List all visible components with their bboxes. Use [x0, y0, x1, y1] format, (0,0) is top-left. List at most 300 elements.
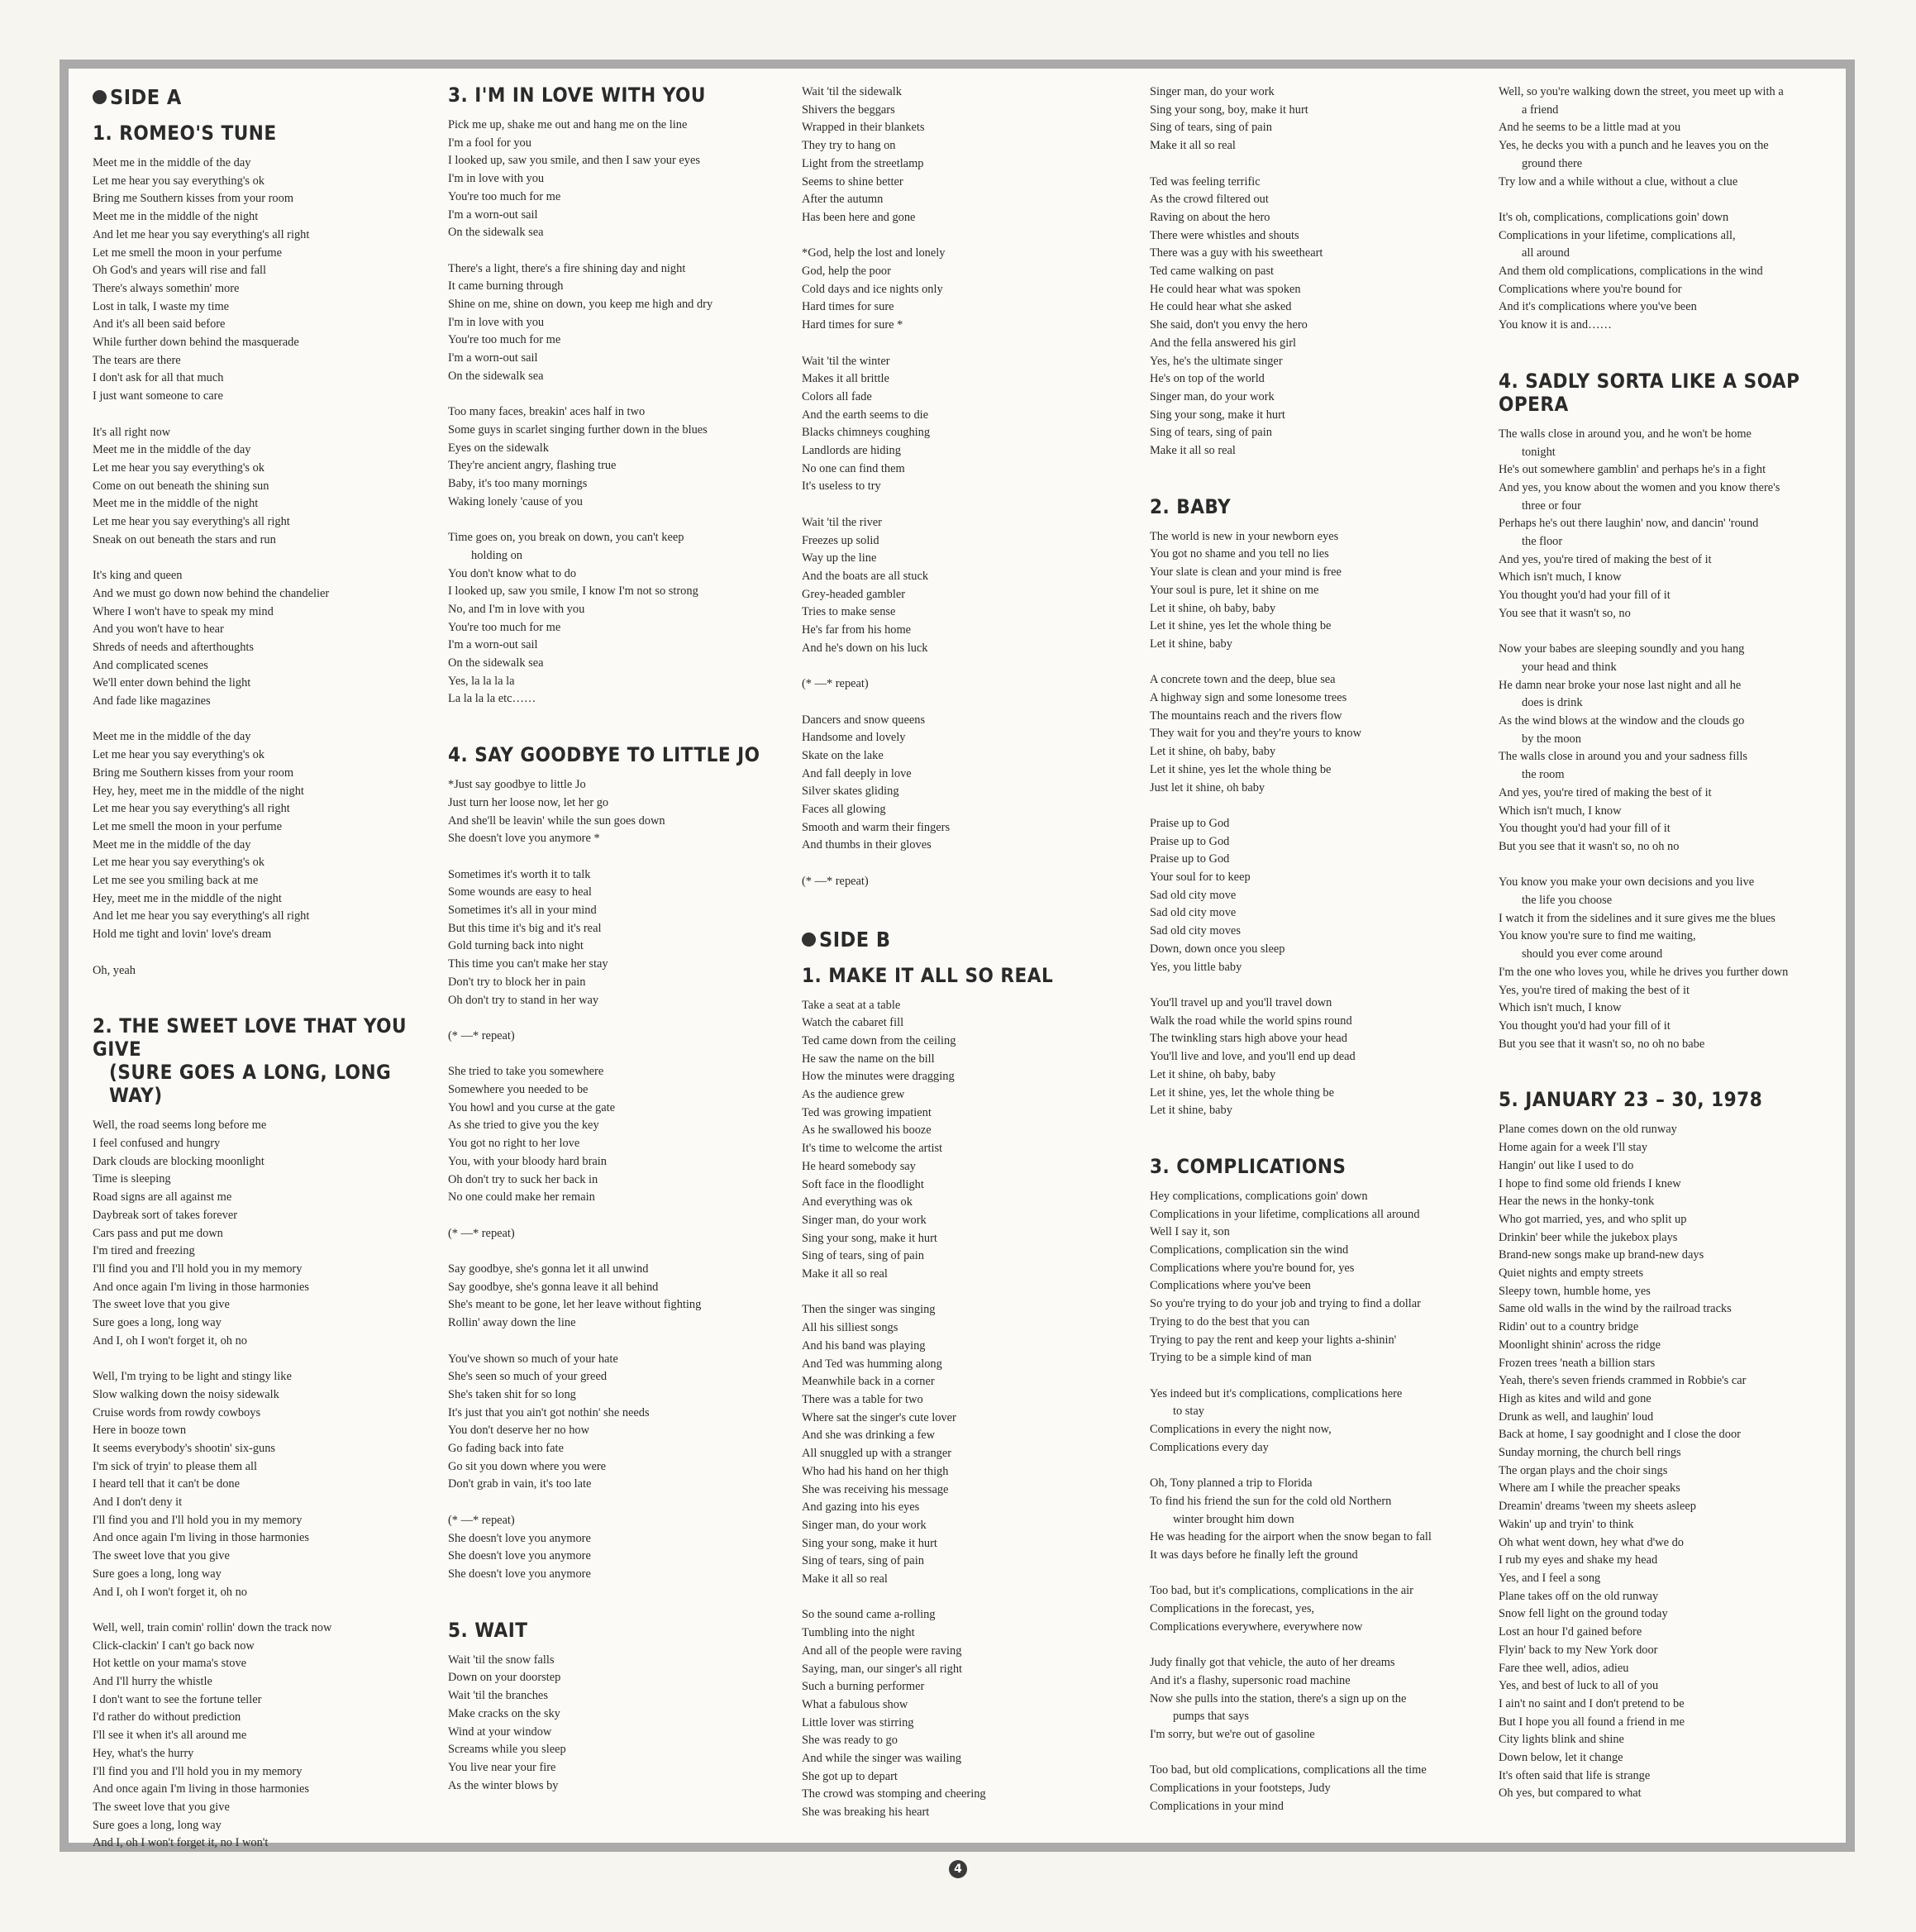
lyric-line: Yes, he decks you with a punch and he leaves you on the [1499, 139, 1769, 153]
lyric-line: Well I say it, son [1150, 1225, 1230, 1239]
lyric-line: all around [1522, 246, 1570, 260]
lyric-line: And she was drinking a few [802, 1429, 936, 1443]
lyric-line: Now your babes are sleeping soundly and you hang [1499, 642, 1745, 656]
lyric-line: Sometimes it's worth it to talk [448, 867, 591, 881]
stanza [448, 776, 770, 848]
lyric-line: Just let it shine, oh baby [1150, 780, 1265, 794]
lyric-line: Sing of tears, sing of pain [802, 1554, 924, 1568]
lyric-line: It's often said that life is strange [1499, 1768, 1651, 1782]
lyric-line: Sleepy town, humble home, yes [1499, 1284, 1651, 1298]
lyric-line: Your soul is pure, let it shine on me [1150, 583, 1319, 597]
lyric-line: Grey-headed gambler [802, 587, 906, 601]
song-title [1150, 1155, 1472, 1178]
lyric-line: Go sit you down where you were [448, 1459, 607, 1473]
song [1499, 83, 1846, 335]
lyric-line: La la la la etc…… [448, 692, 536, 706]
lyric-line: Back at home, I say goodnight and I close the door [1499, 1428, 1741, 1442]
lyric-line: It's time to welcome the artist [802, 1142, 943, 1156]
lyric-line: You'll live and love, and you'll end up dead [1150, 1050, 1356, 1064]
stanza [802, 1301, 1124, 1588]
lyric-line: Complications where you're bound for [1499, 282, 1682, 296]
lyric-line: Faces all glowing [802, 803, 886, 817]
lyric-line: a friend [1522, 103, 1559, 117]
lyric-line: Meet me in the middle of the day [93, 443, 251, 457]
lyric-line: Pick me up, shake me out and hang me on the line [448, 118, 688, 131]
lyric-line: I'm in love with you [448, 315, 545, 329]
lyric-line: Which isn't much, I know [1499, 1001, 1622, 1015]
lyric-line: Brand-new songs make up brand-new days [1499, 1248, 1704, 1262]
lyric-line: Judy finally got that vehicle, the auto of her dreams [1150, 1656, 1395, 1670]
lyric-line: tonight [1522, 445, 1556, 459]
song-title-text: 4. SADLY SORTA LIKE A SOAP OPERA [1499, 369, 1800, 416]
lyric-line: Sing of tears, sing of pain [802, 1249, 924, 1263]
lyric-line: Which isn't much, I know [1499, 804, 1622, 818]
lyric-line: There's a light, there's a fire shining day and night [448, 261, 686, 275]
lyric-line: Meet me in the middle of the night [93, 497, 259, 511]
lyric-line: As he swallowed his booze [802, 1123, 932, 1138]
lyric-line: (* —* repeat) [802, 677, 869, 691]
lyric-line: by the moon [1522, 732, 1581, 746]
lyric-line: But you see that it wasn't so, no oh no [1499, 839, 1680, 853]
lyric-line: She doesn't love you anymore [448, 1567, 591, 1581]
lyric-line: Let me see you smiling back at me [93, 874, 259, 888]
lyric-line: Tumbling into the night [802, 1626, 915, 1640]
lyric-line: Tries to make sense [802, 605, 896, 619]
lyric-line: Let it shine, baby [1150, 1104, 1232, 1118]
lyric-line: You got no right to her love [448, 1137, 580, 1151]
lyric-line: should you ever come around [1522, 947, 1663, 961]
lyric-line: Saying, man, our singer's all right [802, 1662, 963, 1676]
lyric-line: Well, I'm trying to be light and stingy like [93, 1370, 292, 1384]
lyric-line: And yes, you know about the women and you know there's [1499, 480, 1780, 494]
stanza [802, 83, 1124, 227]
lyric-line: Let it shine, yes let the whole thing be [1150, 619, 1332, 633]
lyric-line: Let me hear you say everything's ok [93, 748, 265, 762]
lyric-line: What a fabulous show [802, 1697, 908, 1711]
stanza [448, 1351, 770, 1495]
lyric-line: Gold turning back into night [448, 939, 584, 953]
lyric-line: You see that it wasn't so, no [1499, 606, 1631, 620]
lyric-line: (* —* repeat) [448, 1226, 515, 1240]
lyric-line: This time you can't make her stay [448, 957, 608, 971]
stanza [802, 712, 1124, 856]
lyric-line: Meet me in the middle of the day [93, 156, 251, 169]
lyric-line: Lost an hour I'd gained before [1499, 1625, 1642, 1639]
lyric-line: High as kites and wild and gone [1499, 1391, 1651, 1405]
lyric-line: Go fading back into fate [448, 1442, 564, 1456]
bullet-dot-icon [802, 933, 816, 947]
lyric-line: Sing of tears, sing of pain [1150, 426, 1272, 440]
lyric-line: holding on [471, 548, 522, 562]
lyrics-sheet [60, 60, 1855, 1852]
lyric-line: While further down behind the masquerade [93, 336, 299, 350]
lyric-line: I'll find you and I'll hold you in my memory [93, 1764, 303, 1778]
lyric-line: your head and think [1522, 660, 1617, 674]
side-label: SIDE A [110, 85, 182, 109]
lyric-line: Trying to do the best that you can [1150, 1314, 1310, 1329]
lyric-line: Let it shine, oh baby, baby [1150, 1067, 1276, 1081]
lyric-line: The world is new in your newborn eyes [1150, 529, 1339, 543]
lyric-line: And them old complications, complications in the wind [1499, 265, 1763, 279]
lyric-line: Down on your doorstep [448, 1671, 561, 1685]
lyric-line: Raving on about the hero [1150, 210, 1270, 224]
lyric-line: And it's complications where you've been [1499, 300, 1697, 314]
lyric-line: Ted came walking on past [1150, 265, 1275, 279]
lyric-line: You've shown so much of your hate [448, 1352, 618, 1366]
lyric-line: Singer man, do your work [802, 1213, 927, 1227]
lyric-line: You're too much for me [448, 333, 561, 347]
lyric-line: Let me hear you say everything's all right [93, 515, 290, 529]
lyric-line: She said, don't you envy the hero [1150, 318, 1308, 332]
song-title-text: 2. BABY [1150, 494, 1232, 518]
lyric-line: The walls close in around you and your sadness fills [1499, 750, 1747, 764]
lyric-line: They wait for you and they're yours to know [1150, 727, 1361, 741]
song [802, 83, 1124, 891]
lyric-line: I'll find you and I'll hold you in my memory [93, 1513, 303, 1527]
lyric-line: Let me hear you say everything's ok [93, 460, 265, 475]
stanza [448, 1512, 770, 1584]
lyric-line: Don't grab in vain, it's too late [448, 1477, 592, 1491]
lyric-line: Seems to shine better [802, 174, 903, 188]
lyric-line: Then the singer was singing [802, 1303, 936, 1317]
lyric-line: Watch the cabaret fill [802, 1016, 904, 1030]
lyric-line: Ted was growing impatient [802, 1105, 932, 1119]
song [1150, 495, 1472, 1120]
lyric-line: And it's a flashy, supersonic road machine [1150, 1673, 1351, 1687]
lyric-line: I hope to find some old friends I knew [1499, 1176, 1681, 1190]
lyric-line: Handsome and lovely [802, 731, 906, 745]
song [1499, 370, 1846, 1054]
lyric-line: And you won't have to hear [93, 623, 224, 637]
song-title [448, 743, 770, 766]
lyric-line: Trying to be a simple kind of man [1150, 1351, 1312, 1365]
lyric-line: And she'll be leavin' while the sun goes down [448, 813, 665, 828]
lyric-line: I'm the one who loves you, while he drives you further down [1499, 965, 1789, 979]
lyric-line: Say goodbye, she's gonna leave it all behind [448, 1280, 659, 1294]
lyric-line: And yes, you're tired of making the best of it [1499, 552, 1712, 566]
lyric-line: Complications, complication sin the wind [1150, 1243, 1349, 1257]
lyric-line: the life you choose [1522, 894, 1613, 908]
lyric-line: Cruise words from rowdy cowboys [93, 1405, 261, 1419]
lyric-line: Well, well, train comin' rollin' down the track now [93, 1620, 332, 1634]
lyric-line: Wait 'til the snow falls [448, 1653, 555, 1667]
lyric-line: Singer man, do your work [1150, 389, 1275, 403]
column-5 [1499, 83, 1846, 1838]
lyric-line: There was a table for two [802, 1393, 923, 1406]
lyric-line: Wakin' up and tryin' to think [1499, 1517, 1634, 1531]
lyric-line: I'm a fool for you [448, 136, 531, 150]
column-2 [448, 83, 770, 1829]
lyric-line: Hey complications, complications goin' down [1150, 1189, 1368, 1203]
lyric-line: And thumbs in their gloves [802, 838, 932, 852]
lyric-line: Make it all so real [802, 1572, 888, 1586]
lyric-line: Time goes on, you break on down, you can't keep [448, 531, 684, 545]
lyric-line: You'll travel up and you'll travel down [1150, 995, 1332, 1009]
lyric-line: Home again for a week I'll stay [1499, 1141, 1648, 1155]
lyric-line: Screams while you sleep [448, 1743, 566, 1757]
lyric-line: Light from the streetlamp [802, 156, 924, 170]
lyric-line: You don't deserve her no how [448, 1424, 590, 1438]
lyric-line: the room [1522, 768, 1565, 782]
song [448, 83, 770, 708]
lyric-line: And I'll hurry the whistle [93, 1675, 212, 1689]
song [93, 1014, 415, 1853]
lyric-line: Down below, let it change [1499, 1751, 1623, 1765]
lyric-line: It's just that you ain't got nothin' she needs [448, 1405, 650, 1419]
lyric-line: She doesn't love you anymore [448, 1549, 591, 1563]
lyric-line: And yes, you're tired of making the best of it [1499, 785, 1712, 799]
lyric-line: Sure goes a long, long way [93, 1818, 222, 1832]
lyric-line: Praise up to God [1150, 834, 1230, 848]
lyric-line: Sad old city move [1150, 906, 1237, 920]
song [1499, 1088, 1846, 1803]
lyric-line: It's king and queen [93, 569, 183, 583]
lyric-line: I'm tired and freezing [93, 1244, 195, 1258]
lyric-line: She was breaking his heart [802, 1806, 930, 1820]
lyric-line: You're too much for me [448, 620, 561, 634]
song-title-text: 5. WAIT [448, 1618, 528, 1642]
lyric-line: Singer man, do your work [802, 1518, 927, 1532]
lyric-line: So you're trying to do your job and trying to find a dollar [1150, 1297, 1421, 1311]
lyric-line: Meanwhile back in a corner [802, 1375, 935, 1389]
lyric-line: And his band was playing [802, 1338, 926, 1352]
lyric-line: Here in booze town [93, 1424, 187, 1438]
lyric-line: And the fella answered his girl [1150, 336, 1297, 350]
lyric-line: Hey, meet me in the middle of the night [93, 891, 282, 905]
stanza [93, 1117, 415, 1350]
lyric-line: Hey, what's the hurry [93, 1746, 194, 1760]
lyric-line: Now she pulls into the station, there's a sign up on the [1150, 1691, 1407, 1705]
lyric-line: It's oh, complications, complications goin' down [1499, 210, 1729, 224]
lyric-line: Let me hear you say everything's ok [93, 174, 265, 188]
lyric-line: I feel confused and hungry [93, 1136, 221, 1150]
column-4 [1150, 83, 1472, 1850]
lyric-line: She got up to depart [802, 1769, 898, 1783]
lyric-line: And he's down on his luck [802, 641, 928, 655]
stanza [802, 997, 1124, 1284]
lyric-line: Bring me Southern kisses from your room [93, 766, 294, 780]
lyric-line: Make it all so real [1150, 139, 1236, 153]
lyric-line: Let it shine, yes let the whole thing be [1150, 762, 1332, 776]
lyric-line: Make it all so real [1150, 444, 1236, 458]
stanza [1499, 209, 1846, 335]
lyric-line: I just want someone to care [93, 389, 223, 403]
lyric-line: Complications in the forecast, yes, [1150, 1602, 1315, 1616]
stanza [1499, 426, 1846, 623]
lyric-line: Sometimes it's all in your mind [448, 904, 597, 918]
lyric-line: Hot kettle on your mama's stove [93, 1657, 247, 1671]
lyric-line: As she tried to give you the key [448, 1119, 599, 1133]
lyric-line: I'll find you and I'll hold you in my memory [93, 1262, 303, 1276]
lyric-line: How the minutes were dragging [802, 1070, 955, 1084]
lyric-line: Wait 'til the sidewalk [802, 85, 902, 98]
lyric-line: Yes, you're tired of making the best of it [1499, 983, 1690, 997]
lyric-line: pumps that says [1173, 1710, 1249, 1724]
lyric-line: You know it is and…… [1499, 318, 1612, 332]
lyric-line: Oh, yeah [93, 963, 136, 977]
lyric-line: You, with your bloody hard brain [448, 1154, 608, 1168]
lyric-line: The sweet love that you give [93, 1800, 230, 1814]
lyric-line: Wait 'til the winter [802, 354, 890, 368]
lyric-line: Trying to pay the rent and keep your lights a-shinin' [1150, 1333, 1397, 1347]
lyric-line: Ridin' out to a country bridge [1499, 1320, 1639, 1334]
lyric-line: Same old walls in the wind by the railroad tracks [1499, 1302, 1732, 1316]
lyric-line: But you see that it wasn't so, no oh no babe [1499, 1037, 1705, 1051]
lyric-line: Sure goes a long, long way [93, 1567, 222, 1581]
lyric-line: He's out somewhere gamblin' and perhaps he's in a fight [1499, 463, 1766, 477]
lyric-line: You got no shame and you tell no lies [1150, 547, 1329, 561]
column-3 [802, 83, 1124, 1857]
lyric-line: The sweet love that you give [93, 1549, 230, 1563]
stanza [1150, 1475, 1472, 1565]
lyric-line: I'm sorry, but we're out of gasoline [1150, 1727, 1315, 1741]
stanza [93, 1620, 415, 1853]
lyric-line: Sunday morning, the church bell rings [1499, 1446, 1681, 1460]
lyric-line: Let it shine, yes, let the whole thing be [1150, 1085, 1335, 1100]
stanza [1150, 83, 1472, 155]
lyric-line: Silver skates gliding [802, 785, 899, 799]
lyric-line: A highway sign and some lonesome trees [1150, 691, 1347, 705]
song-title-text: 4. SAY GOODBYE TO LITTLE JO [448, 743, 760, 767]
lyric-line: Hard times for sure * [802, 318, 903, 332]
lyric-line: You live near your fire [448, 1760, 556, 1774]
lyric-line: Down, down once you sleep [1150, 942, 1285, 956]
bullet-dot-icon [93, 90, 107, 104]
lyric-line: winter brought him down [1173, 1512, 1294, 1526]
lyric-line: And while the singer was wailing [802, 1752, 962, 1766]
lyric-line: Wait 'til the branches [448, 1689, 548, 1703]
stanza [802, 353, 1124, 497]
lyric-line: She's meant to be gone, let her leave without fighting [448, 1298, 702, 1312]
lyric-line: The walls close in around you, and he won't be home [1499, 427, 1752, 441]
song-title-text: 2. THE SWEET LOVE THAT YOU GIVE [93, 1014, 408, 1061]
lyric-line: And all of the people were raving [802, 1643, 962, 1658]
lyric-line: Rollin' away down the line [448, 1316, 576, 1330]
lyric-line: Yes, you little baby [1150, 960, 1242, 974]
lyric-line: You howl and you curse at the gate [448, 1100, 615, 1114]
lyric-line: I'm a worn-out sail [448, 638, 538, 652]
lyric-line: As the wind blows at the window and the clouds go [1499, 714, 1745, 728]
lyric-line: Let it shine, oh baby, baby [1150, 745, 1276, 759]
lyric-line: Drinkin' beer while the jukebox plays [1499, 1230, 1678, 1244]
lyric-line: Some guys in scarlet singing further down in the blues [448, 422, 708, 436]
stanza [1150, 528, 1472, 654]
lyric-line: To find his friend the sun for the cold old Northern [1150, 1494, 1392, 1508]
lyric-line: Try low and a while without a clue, without a clue [1499, 174, 1738, 188]
lyric-line: She doesn't love you anymore [448, 1531, 591, 1545]
lyric-line: Landlords are hiding [802, 444, 901, 458]
stanza [1150, 815, 1472, 976]
lyric-line: Hold me tight and lovin' love's dream [93, 928, 272, 942]
lyric-line: Click-clackin' I can't go back now [93, 1639, 255, 1653]
lyric-line: Plane takes off on the old runway [1499, 1589, 1659, 1603]
stanza [448, 1063, 770, 1207]
lyric-line: *God, help the lost and lonely [802, 246, 946, 260]
lyric-line: does is drink [1522, 696, 1583, 710]
lyric-line: Oh don't try to suck her back in [448, 1172, 598, 1186]
stanza [1499, 641, 1846, 856]
lyric-line: Has been here and gone [802, 210, 916, 224]
lyric-line: There's always somethin' more [93, 281, 240, 295]
lyric-line: He heard somebody say [802, 1159, 916, 1173]
lyric-line: I ain't no saint and I don't pretend to be [1499, 1696, 1685, 1710]
lyric-line: Oh God's and years will rise and fall [93, 264, 267, 278]
song-title [448, 1619, 770, 1642]
lyric-line: Complications in your lifetime, complications all, [1499, 228, 1736, 242]
lyric-line: Which isn't much, I know [1499, 570, 1622, 584]
lyric-line: As the audience grew [802, 1088, 905, 1102]
lyric-line: Where sat the singer's cute lover [802, 1410, 956, 1424]
lyric-line: Where I won't have to speak my mind [93, 604, 274, 618]
stanza [802, 675, 1124, 694]
lyric-line: You're too much for me [448, 189, 561, 203]
lyric-line: Frozen trees 'neath a billion stars [1499, 1356, 1656, 1370]
lyric-line: And I, oh I won't forget it, oh no [93, 1333, 247, 1348]
lyric-line: Come on out beneath the shining sun [93, 479, 269, 493]
stanza [1499, 874, 1846, 1053]
lyric-line: Snow fell light on the ground today [1499, 1607, 1668, 1621]
lyric-line: Sing your song, make it hurt [802, 1536, 937, 1550]
lyric-line: Freezes up solid [802, 533, 879, 547]
lyric-line: Complications every day [1150, 1440, 1269, 1454]
lyric-line: Ted was feeling terrific [1150, 174, 1261, 188]
lyric-line: And Ted was humming along [802, 1357, 942, 1371]
lyric-line: On the sidewalk sea [448, 226, 544, 240]
stanza [448, 866, 770, 1010]
stanza [1150, 1188, 1472, 1367]
lyric-line: Let me hear you say everything's ok [93, 856, 265, 870]
lyric-line: Take a seat at a table [802, 998, 901, 1012]
lyric-line: She doesn't love you anymore * [448, 832, 600, 846]
song-title-text: 3. I'M IN LOVE WITH YOU [448, 83, 706, 107]
lyric-line: I don't want to see the fortune teller [93, 1692, 262, 1706]
lyric-line: And fall deeply in love [802, 766, 912, 780]
lyric-line: Hangin' out like I used to do [1499, 1158, 1634, 1172]
lyric-line: Shine on me, shine on down, you keep me high and dry [448, 298, 713, 312]
lyric-line: You know you make your own decisions and you live [1499, 875, 1755, 890]
lyric-line: Dancers and snow queens [802, 713, 926, 727]
stanza [1150, 1386, 1472, 1457]
lyric-line: He's far from his home [802, 623, 912, 637]
lyric-line: She was ready to go [802, 1734, 898, 1748]
song-subtitle: (SURE GOES A LONG, LONG WAY) [109, 1061, 392, 1108]
lyric-line: And once again I'm living in those harmonies [93, 1531, 309, 1545]
song [93, 122, 415, 980]
lyric-line: Perhaps he's out there laughin' now, and dancin' 'round [1499, 517, 1759, 531]
lyric-line: The organ plays and the choir sings [1499, 1463, 1668, 1477]
lyric-line: Sing your song, make it hurt [1150, 408, 1285, 422]
stanza [1499, 83, 1846, 191]
lyric-line: It was days before he finally left the ground [1150, 1548, 1358, 1562]
lyric-line: Dreamin' dreams 'tween my sheets asleep [1499, 1500, 1696, 1514]
lyric-line: Say goodbye, she's gonna let it all unwind [448, 1262, 649, 1276]
lyric-line: A concrete town and the deep, blue sea [1150, 673, 1336, 687]
lyric-line: Complications in every the night now, [1150, 1423, 1332, 1437]
lyric-line: Drunk as well, and laughin' loud [1499, 1410, 1654, 1424]
song-title [93, 1014, 415, 1107]
song-title [1150, 495, 1472, 518]
lyric-line: Make it all so real [802, 1267, 888, 1281]
lyric-line: And let me hear you say everything's all right [93, 227, 310, 241]
lyric-line: to stay [1173, 1405, 1204, 1419]
lyric-line: And the earth seems to die [802, 408, 929, 422]
lyric-line: Eyes on the sidewalk [448, 441, 549, 455]
song [1150, 1155, 1472, 1816]
lyric-line: Road signs are all against me [93, 1190, 232, 1205]
lyric-line: Complications in your lifetime, complications all around [1150, 1207, 1420, 1221]
lyric-line: Oh what went down, hey what d'we do [1499, 1535, 1685, 1549]
lyric-line: Flyin' back to my New York door [1499, 1643, 1658, 1657]
